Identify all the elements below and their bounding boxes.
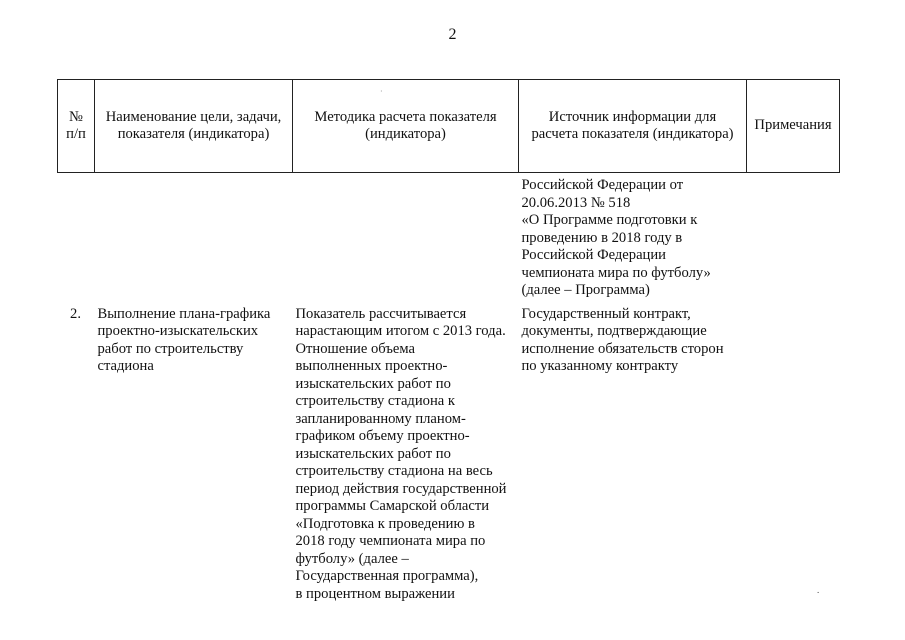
text-line: (далее – Программа) <box>521 282 650 298</box>
header-name-line: показателя (индикатора) <box>117 126 270 142</box>
text-line: в процентном выражении <box>295 585 455 602</box>
text-line: Российской Федерации <box>521 247 666 263</box>
header-name-line: Наименование цели, задачи, <box>105 108 282 125</box>
text-line: Выполнение плана-графика <box>97 305 271 322</box>
text-line: по указанному контракту <box>521 358 679 374</box>
text-line: 20.06.2013 № 518 <box>521 194 631 211</box>
text-line: 2018 году чемпионата мира по <box>295 533 486 549</box>
row-name-cell <box>95 300 293 604</box>
header-source <box>519 80 747 173</box>
table-row-continuation <box>58 173 840 300</box>
text-line: графиком объему проектно- <box>295 428 470 444</box>
text-line: футболу» (далее – <box>295 550 409 567</box>
header-notes: Примечания <box>747 80 840 173</box>
header-method <box>293 80 519 173</box>
table-row <box>58 300 840 604</box>
header-number-line: п/п <box>66 126 86 142</box>
header-source-line: Источник информации для <box>548 108 717 125</box>
text-line: стадиона <box>97 358 154 374</box>
text-line: работ по строительству <box>97 340 244 357</box>
header-number-line: № <box>69 108 83 125</box>
text-line: Показатель рассчитывается <box>295 305 467 322</box>
header-source-line: расчета показателя (индикатора) <box>531 126 734 142</box>
indicators-table <box>57 79 840 603</box>
scan-speck: . <box>817 585 820 595</box>
text-line: изыскательских работ по <box>295 445 451 462</box>
row-method-cell <box>293 300 519 604</box>
scan-speck: · <box>380 87 383 96</box>
header-method-line: Методика расчета показателя <box>314 108 497 125</box>
text-line: нарастающим итогом с 2013 года. <box>295 323 506 339</box>
row-source-cell <box>519 300 747 604</box>
text-line: Российской Федерации от <box>521 177 684 193</box>
text-line: изыскательских работ по <box>295 375 451 392</box>
text-line: выполненных проектно- <box>295 358 448 374</box>
table-header-row <box>58 80 840 173</box>
text-line: «О Программе подготовки к <box>521 212 698 228</box>
header-number <box>58 80 95 173</box>
text-line: строительству стадиона на весь <box>295 463 493 479</box>
text-line: период действия государственной <box>295 480 507 497</box>
page-number: 2 <box>448 26 457 43</box>
text-line: строительству стадиона к <box>295 393 455 409</box>
row-number: 2. <box>70 305 81 322</box>
continuation-source-cell <box>519 173 747 300</box>
row-notes-cell <box>747 300 840 604</box>
text-line: чемпионата мира по футболу» <box>521 264 711 281</box>
text-line: «Подготовка к проведению в <box>295 515 475 532</box>
text-line: Государственный контракт, <box>521 305 691 322</box>
text-line: программы Самарской области <box>295 498 490 514</box>
text-line: Государственная программа), <box>295 568 479 584</box>
text-line: запланированному планом- <box>295 410 466 427</box>
text-line: проведению в 2018 году в <box>521 229 683 246</box>
text-line: исполнение обязательств сторон <box>521 340 724 357</box>
header-name <box>95 80 293 173</box>
header-method-line: (индикатора) <box>365 126 446 142</box>
text-line: проектно-изыскательских <box>97 323 259 339</box>
text-line: документы, подтверждающие <box>521 323 707 339</box>
text-line: Отношение объема <box>295 340 415 357</box>
